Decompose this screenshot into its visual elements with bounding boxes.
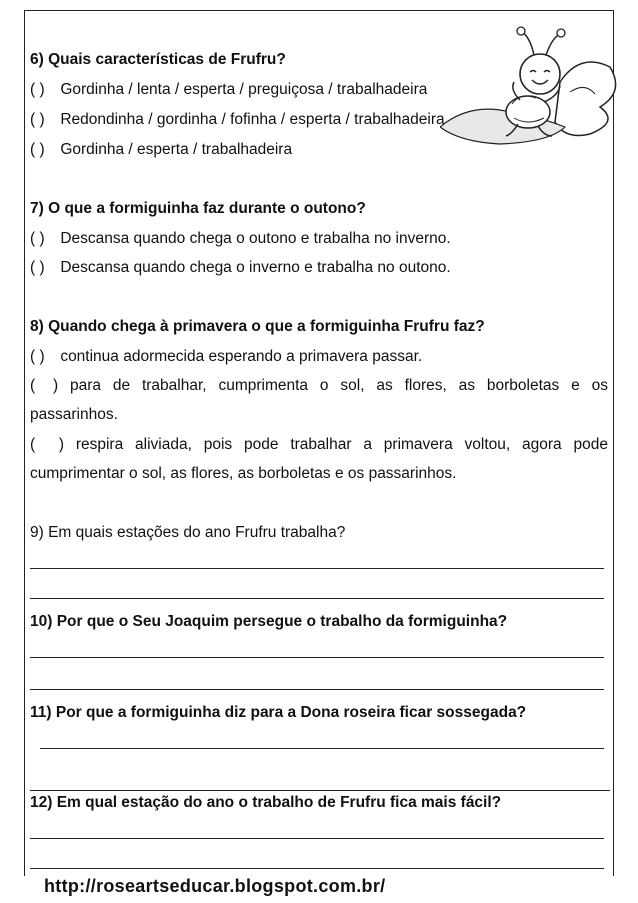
checkbox-placeholder: ( ) xyxy=(30,348,45,365)
question-8-option-1 xyxy=(30,348,422,366)
option-text: Descansa quando chega o inverno e trabalha no outono. xyxy=(60,259,451,276)
question-6-option-1 xyxy=(30,81,427,99)
checkbox-placeholder: ( ) xyxy=(30,230,45,247)
question-6-option-3 xyxy=(30,141,292,159)
question-6-title: 6) Quais características de Frufru? xyxy=(30,51,286,68)
checkbox-placeholder: ( ) xyxy=(30,259,45,276)
answer-line[interactable] xyxy=(30,868,604,869)
answer-line[interactable] xyxy=(30,657,604,658)
question-8-option-2-line-1: ( ) para de trabalhar, cumprimenta o sol, as flores, as borboletas e os xyxy=(30,377,608,394)
checkbox-placeholder: ( ) xyxy=(30,81,45,98)
answer-line[interactable] xyxy=(30,598,604,599)
question-8-option-3-line-2: cumprimentar o sol, as flores, as borboletas e os passarinhos. xyxy=(30,465,457,482)
question-12-title: 12) Em qual estação do ano o trabalho de Frufru fica mais fácil? xyxy=(30,794,502,811)
question-9-title: 9) Em quais estações do ano Frufru trabalha? xyxy=(30,524,346,541)
answer-line[interactable] xyxy=(30,689,604,690)
question-8-title: 8) Quando chega à primavera o que a formiguinha Frufru faz? xyxy=(30,318,485,335)
answer-line[interactable] xyxy=(30,790,610,791)
answer-line[interactable] xyxy=(30,838,604,839)
question-7-option-2 xyxy=(30,259,451,277)
checkbox-placeholder: ( ) xyxy=(30,141,45,158)
option-text: continua adormecida esperando a primavera passar. xyxy=(60,348,423,365)
option-text: Redondinha / gordinha / fofinha / esperta / trabalhadeira xyxy=(60,111,445,128)
answer-line[interactable] xyxy=(30,568,604,569)
checkbox-placeholder: ( ) xyxy=(30,111,45,128)
question-11-title: 11) Por que a formiguinha diz para a Dona roseira ficar sossegada? xyxy=(30,704,527,721)
option-text: Gordinha / lenta / esperta / preguiçosa / trabalhadeira xyxy=(60,81,428,98)
question-8-option-2-line-2: passarinhos. xyxy=(30,406,118,423)
question-7-option-1 xyxy=(30,230,451,248)
question-8-option-3-line-1: ( ) respira aliviada, pois pode trabalhar a primavera voltou, agora pode xyxy=(30,436,608,453)
option-text: Descansa quando chega o outono e trabalha no inverno. xyxy=(60,230,451,247)
blog-url-footer[interactable]: http://roseartseducar.blogspot.com.br/ xyxy=(44,876,386,896)
question-7-title: 7) O que a formiguinha faz durante o outono? xyxy=(30,200,366,217)
question-10-title: 10) Por que o Seu Joaquim persegue o trabalho da formiguinha? xyxy=(30,613,508,630)
option-text: Gordinha / esperta / trabalhadeira xyxy=(60,141,293,158)
question-6-option-2 xyxy=(30,111,445,129)
answer-line[interactable] xyxy=(40,748,604,749)
ant-on-flower-illustration xyxy=(440,22,630,152)
